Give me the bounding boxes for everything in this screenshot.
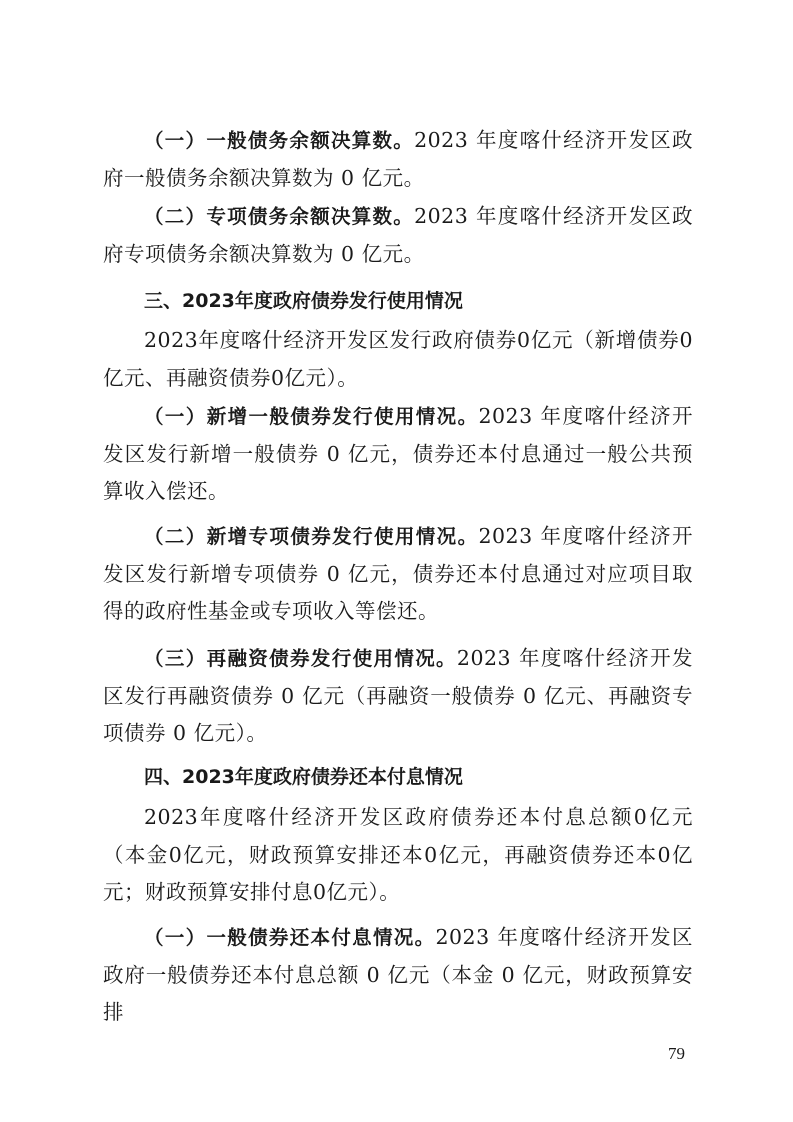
paragraph-text: 2023年度喀什经济开发区政府债券还本付息总额0亿元（本金0亿元，财政预算安排还本0亿元，再融资债券还本0亿元；财政预算安排付息0亿元）。 bbox=[103, 805, 693, 904]
paragraph-text: 2023 年度喀什经济开发区政府一般债券还本付息总额 0 亿元（本金 0 亿元，财政预算安排 bbox=[103, 925, 693, 1024]
section-heading-bond-repayment: 四、2023年度政府债券还本付息情况 bbox=[144, 766, 463, 788]
page-number: 79 bbox=[668, 1044, 685, 1063]
paragraph-text: 2023 年度喀什经济开发区发行新增专项债券 0 亿元，债券还本付息通过对应项目取得的政府性基金或专项收入等偿还。 bbox=[103, 524, 693, 623]
paragraph-text: 2023年度喀什经济开发区发行政府债券0亿元（新增债券0亿元、再融资债券0亿元）。 bbox=[103, 328, 693, 390]
paragraph-general-bond-repayment bbox=[103, 919, 693, 1032]
paragraph-repayment-summary bbox=[103, 799, 693, 912]
section-heading-bond-issuance: 三、2023年度政府债券发行使用情况 bbox=[144, 290, 463, 312]
paragraph-lead: （二）新增专项债券发行使用情况。 bbox=[144, 525, 479, 548]
paragraph-lead: （二）专项债务余额决算数。 bbox=[144, 205, 415, 228]
paragraph-refinancing-bond bbox=[103, 640, 693, 753]
paragraph-lead: （一）一般债券还本付息情况。 bbox=[144, 926, 436, 949]
paragraph-text: 2023 年度喀什经济开发区政府一般债务余额决算数为 0 亿元。 bbox=[103, 128, 693, 190]
paragraph-general-debt-balance bbox=[103, 122, 693, 197]
paragraph-special-debt-balance bbox=[103, 198, 693, 273]
paragraph-lead: （一）新增一般债券发行使用情况。 bbox=[144, 405, 479, 428]
paragraph-text: 2023 年度喀什经济开发区发行再融资债券 0 亿元（再融资一般债券 0 亿元、再融资专项债券 0 亿元）。 bbox=[103, 646, 693, 745]
paragraph-lead: （一）一般债务余额决算数。 bbox=[144, 129, 415, 152]
paragraph-text: 2023 年度喀什经济开发区发行新增一般债券 0 亿元，债券还本付息通过一般公共预算收入偿还。 bbox=[103, 404, 693, 503]
paragraph-lead: （三）再融资债券发行使用情况。 bbox=[144, 647, 457, 670]
paragraph-new-general-bond bbox=[103, 398, 693, 511]
paragraph-new-special-bond bbox=[103, 518, 693, 631]
paragraph-bond-issuance-summary bbox=[103, 322, 693, 397]
paragraph-text: 2023 年度喀什经济开发区政府专项债务余额决算数为 0 亿元。 bbox=[103, 204, 693, 266]
